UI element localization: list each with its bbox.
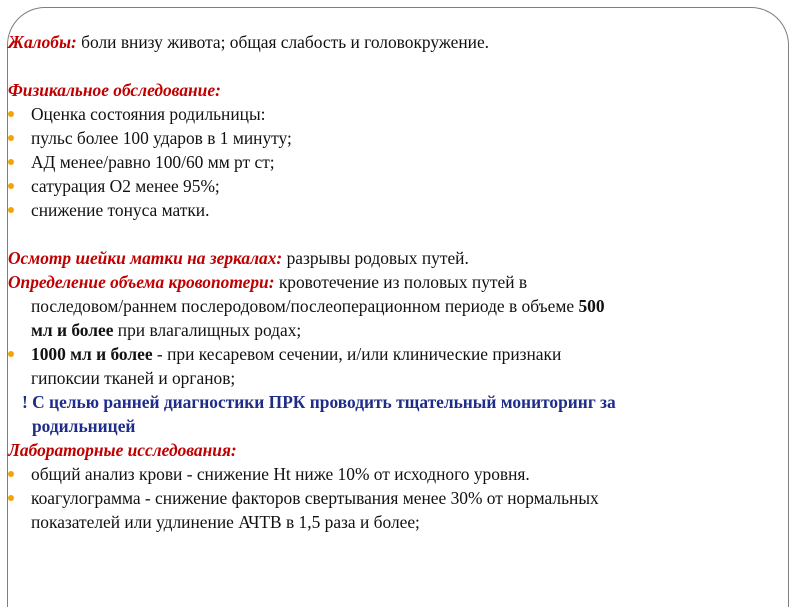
blood-loss-text-1: кровотечение из половых путей в — [274, 272, 528, 292]
bullet-dot-icon — [8, 351, 14, 357]
speculum-exam-line — [8, 246, 790, 270]
slide-content — [8, 30, 790, 534]
bullet-dot-icon — [8, 135, 14, 141]
blood-loss-continuation-2: мл и более при влагалищных родах; — [31, 320, 302, 340]
bullet-dot-icon — [8, 471, 14, 477]
list-item: общий анализ крови - снижение Ht ниже 10% от исходного уровня. — [8, 462, 790, 486]
monitoring-notice-line-1: ! С целью ранней диагностики ПРК проводить тщательный мониторинг за — [22, 392, 616, 412]
physical-exam-label: Физикальное обследование: — [8, 80, 221, 100]
list-item: пульс более 100 ударов в 1 минуту; — [8, 126, 790, 150]
list-item: коагулограмма - снижение факторов свертывания менее 30% от нормальных — [8, 486, 790, 510]
blood-loss-line — [8, 270, 783, 294]
speculum-exam-text: разрывы родовых путей. — [282, 248, 469, 268]
complaints-label: Жалобы: — [8, 32, 77, 52]
bullet-dot-icon — [8, 207, 14, 213]
bullet-dot-icon — [8, 111, 14, 117]
blood-loss-item2-continuation: гипоксии тканей и органов; — [31, 368, 236, 388]
bullet-dot-icon — [8, 495, 14, 501]
blood-loss-continuation-1: последовом/раннем послеродовом/послеоперационном периоде в объеме 500 — [31, 296, 605, 316]
list-item: 1000 мл и более - при кесаревом сечении, и/или клинические признаки — [8, 342, 790, 366]
complaints-line — [8, 30, 790, 54]
bullet-dot-icon — [8, 183, 14, 189]
list-item: сатурация О2 менее 95%; — [8, 174, 790, 198]
lab-tests-label: Лабораторные исследования: — [8, 440, 237, 460]
monitoring-notice-line-2: родильницей — [32, 416, 136, 436]
speculum-exam-label: Осмотр шейки матки на зеркалах: — [8, 248, 283, 268]
lab-item2-continuation: показателей или удлинение АЧТВ в 1,5 раза и более; — [31, 512, 420, 532]
bullet-dot-icon — [8, 159, 14, 165]
list-item: АД менее/равно 100/60 мм рт ст; — [8, 150, 790, 174]
complaints-text: боли внизу живота; общая слабость и головокружение. — [76, 32, 490, 52]
list-item: снижение тонуса матки. — [8, 198, 790, 222]
list-item: Оценка состояния родильницы: — [8, 102, 790, 126]
blood-loss-label: Определение объема кровопотери: — [8, 272, 275, 292]
